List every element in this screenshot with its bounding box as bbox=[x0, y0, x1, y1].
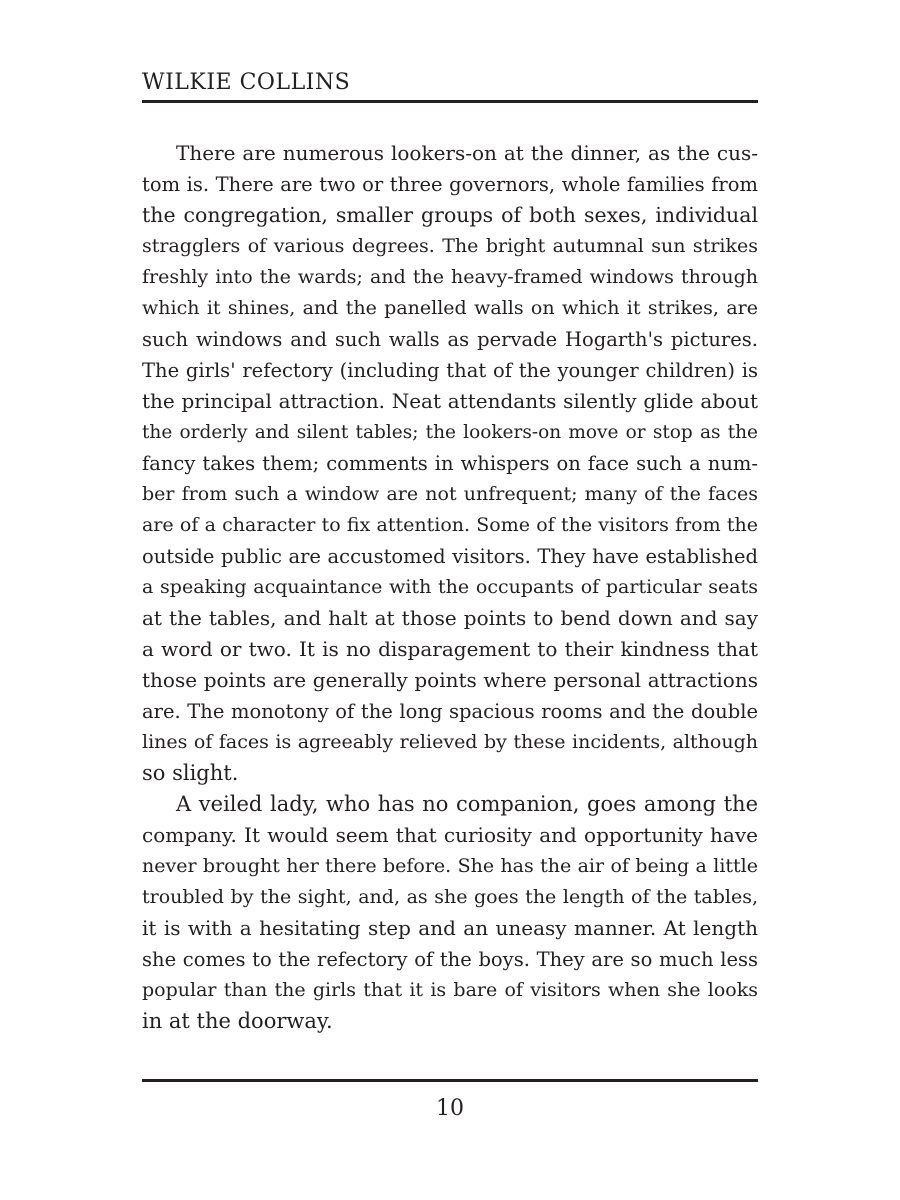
text-line: are of a character to fix attention. Some of the visitors from the bbox=[142, 514, 758, 536]
paragraph-2 bbox=[142, 789, 758, 1037]
text-line: at the tables, and halt at those points to bend down and say bbox=[142, 606, 758, 630]
text-line: so slight. bbox=[142, 761, 239, 785]
text-line: stragglers of various degrees. The bright autumnal sun strikes bbox=[142, 235, 758, 257]
text-line: those points are generally points where personal attractions bbox=[142, 668, 758, 692]
text-line: the orderly and silent tables; the lookers-on move or stop as the bbox=[142, 422, 758, 443]
text-line: she comes to the refectory of the boys. They are so much less bbox=[142, 948, 758, 971]
text-line: troubled by the sight, and, as she goes the length of the tables, bbox=[142, 886, 758, 908]
text-line: the congregation, smaller groups of both sexes, individual bbox=[142, 203, 758, 227]
header-rule bbox=[142, 100, 758, 103]
text-line: it is with a hesitating step and an uneasy manner. At length bbox=[142, 916, 758, 940]
text-line: a speaking acquaintance with the occupants of particular seats bbox=[142, 576, 758, 598]
text-line: fancy takes them; comments in whispers on face such a num- bbox=[142, 452, 758, 475]
page-number: 10 bbox=[436, 1096, 464, 1121]
text-line: There are numerous lookers-on at the dinner, as the cus- bbox=[176, 141, 758, 165]
text-line: which it shines, and the panelled walls on which it strikes, are bbox=[142, 297, 758, 319]
footer-rule bbox=[142, 1079, 758, 1082]
text-line: The girls' refectory (including that of the younger children) is bbox=[142, 359, 758, 382]
text-line: freshly into the wards; and the heavy-framed windows through bbox=[142, 266, 758, 288]
text-line: a word or two. It is no disparagement to their kindness that bbox=[142, 637, 758, 661]
body-text bbox=[142, 138, 758, 1037]
text-line: A veiled lady, who has no companion, goes among the bbox=[176, 792, 758, 816]
text-line: in at the doorway. bbox=[142, 1009, 333, 1033]
text-line: the principal attraction. Neat attendants silently glide about bbox=[142, 389, 758, 413]
paragraph-1 bbox=[142, 138, 758, 789]
text-line: outside public are accustomed visitors. They have established bbox=[142, 545, 758, 568]
text-line: ber from such a window are not unfrequent; many of the faces bbox=[142, 483, 758, 505]
text-line: are. The monotony of the long spacious rooms and the double bbox=[142, 700, 758, 723]
text-line: lines of faces is agreeably relieved by these incidents, although bbox=[142, 731, 758, 753]
text-line: such windows and such walls as pervade Hogarth's pictures. bbox=[142, 328, 758, 351]
text-line: tom is. There are two or three governors, whole families from bbox=[142, 173, 758, 196]
text-line: never brought her there before. She has the air of being a little bbox=[142, 855, 758, 877]
text-line: company. It would seem that curiosity and opportunity have bbox=[142, 823, 758, 847]
running-head: WILKIE COLLINS bbox=[142, 70, 351, 95]
text-line: popular than the girls that it is bare of visitors when she looks bbox=[142, 979, 758, 1001]
